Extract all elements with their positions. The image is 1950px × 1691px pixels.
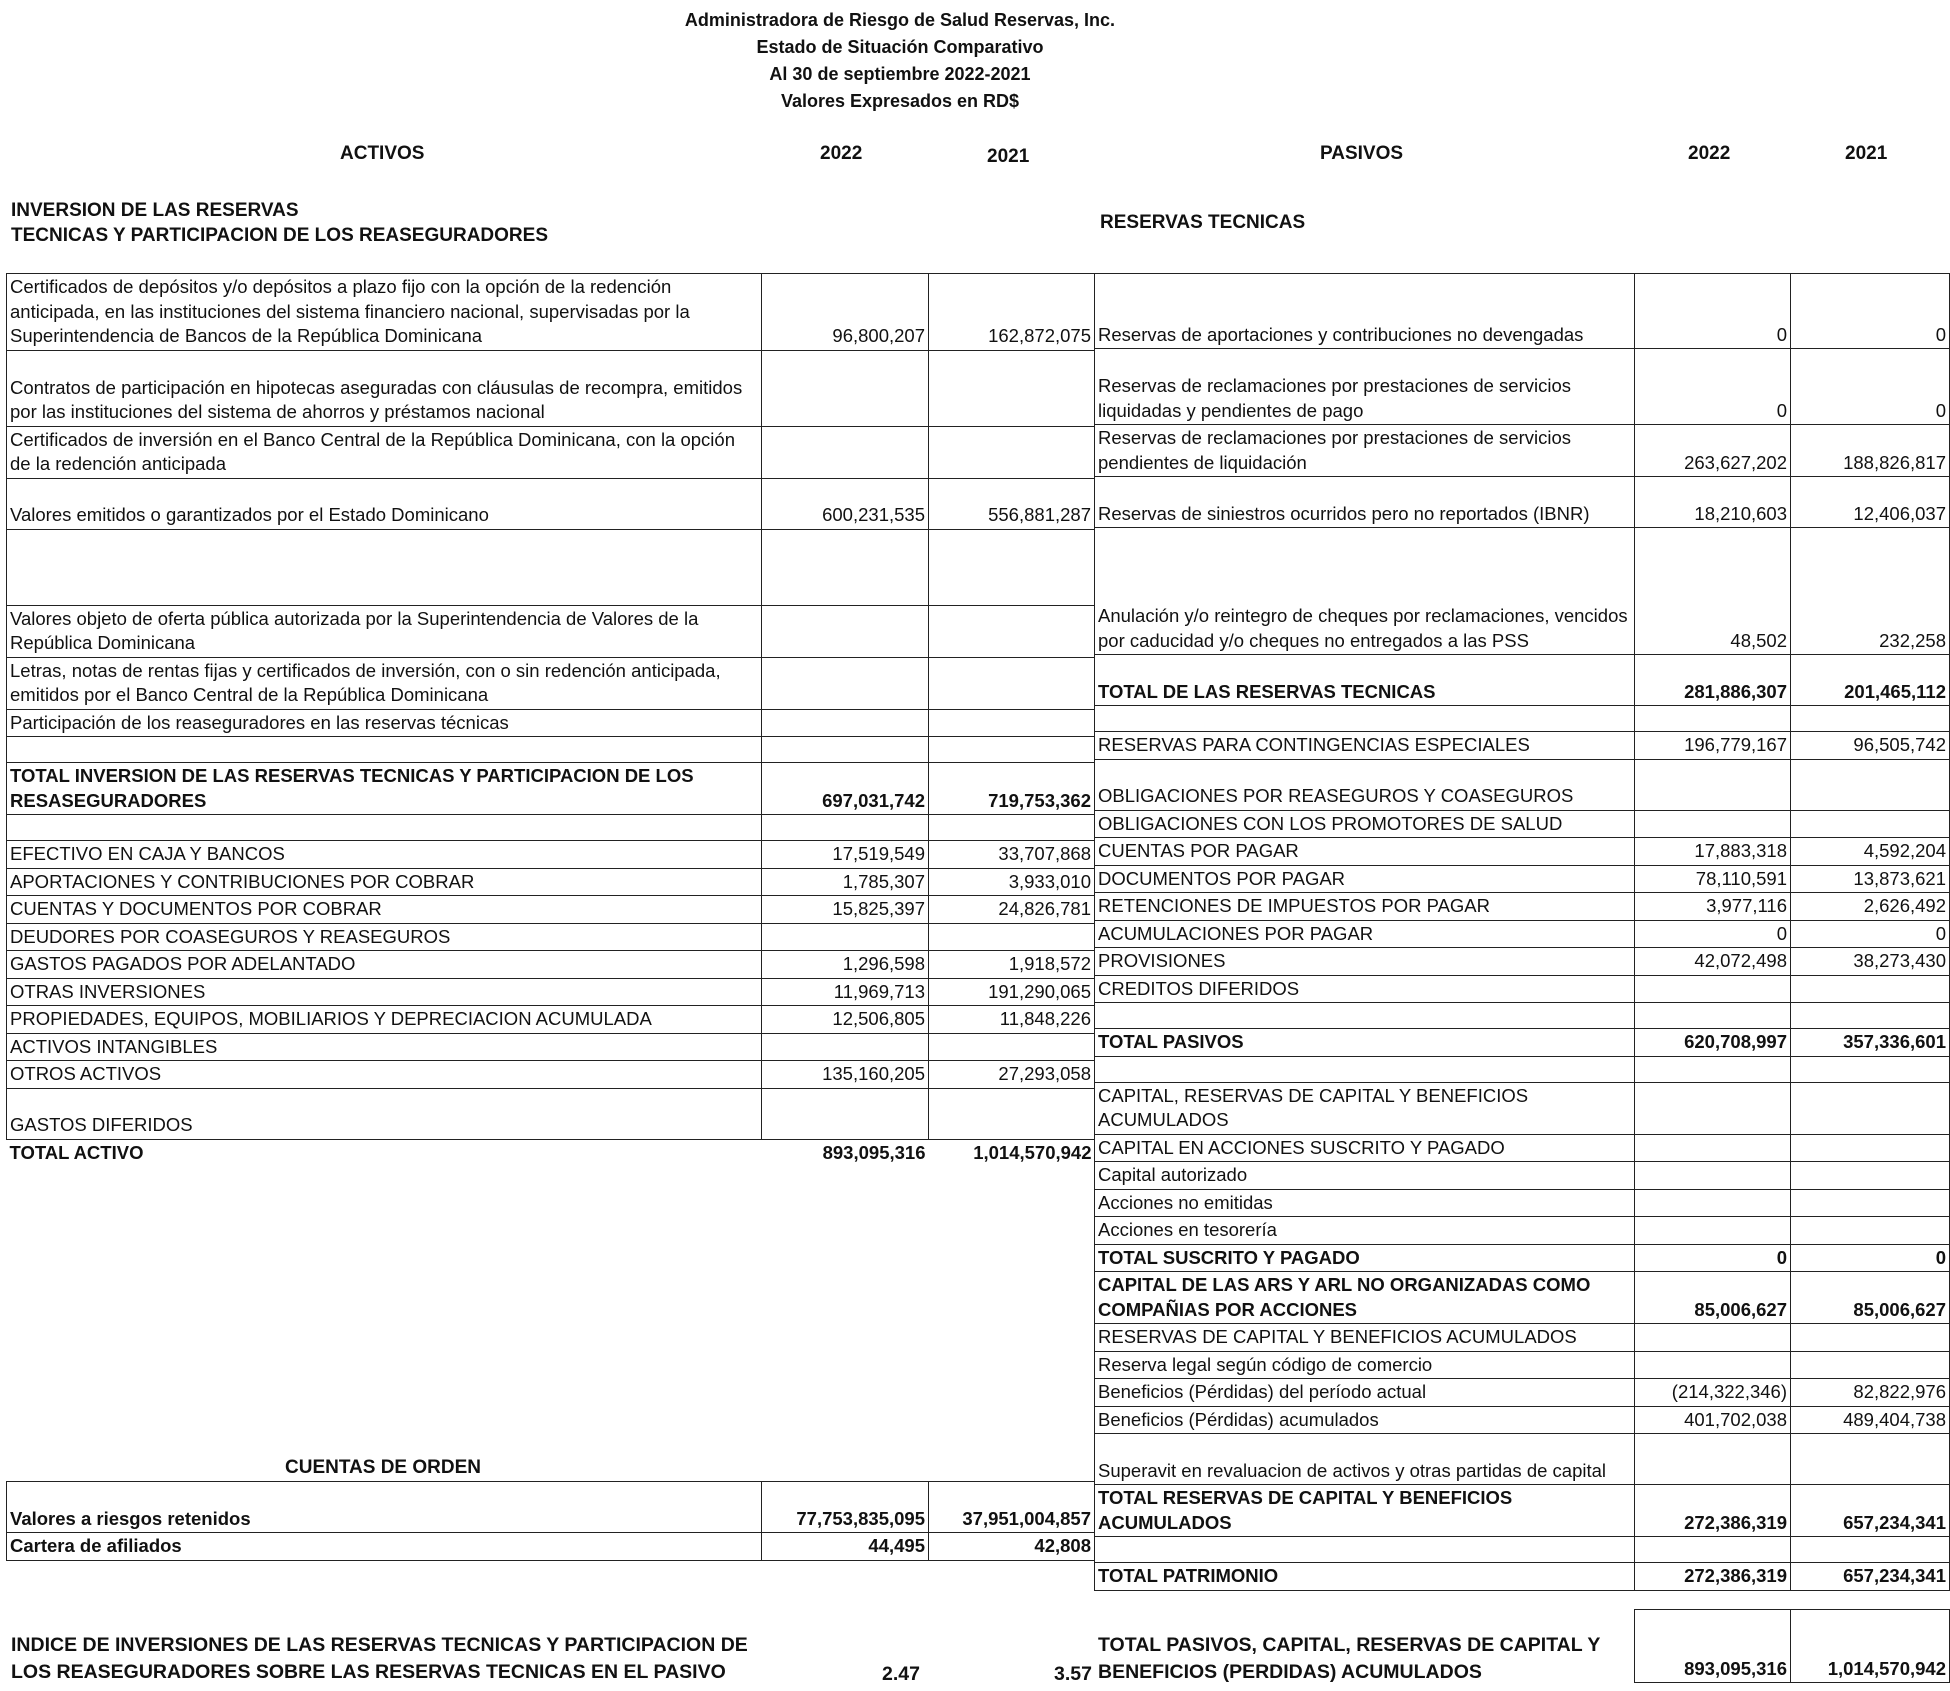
asset-row <box>7 478 1095 529</box>
asset-row <box>7 737 1095 763</box>
asset-label <box>7 529 762 605</box>
asset-value-2021: 11,848,226 <box>929 1006 1095 1034</box>
liability-label: CAPITAL DE LAS ARS Y ARL NO ORGANIZADAS COMO COMPAÑIAS POR ACCIONES <box>1095 1272 1635 1324</box>
liability-value-2021 <box>1791 759 1950 810</box>
liability-value-2021 <box>1791 1134 1950 1162</box>
assets-heading: ACTIVOS <box>340 143 425 164</box>
grand-total-row <box>1635 1610 1950 1683</box>
liability-value-2022: 272,386,319 <box>1635 1485 1791 1537</box>
asset-value-2022: 15,825,397 <box>762 896 929 924</box>
liability-label: TOTAL PASIVOS <box>1095 1029 1635 1057</box>
liability-row <box>1095 1189 1950 1217</box>
liability-value-2021: 82,822,976 <box>1791 1379 1950 1407</box>
liability-value-2022 <box>1635 759 1791 810</box>
asset-value-2022: 11,969,713 <box>762 978 929 1006</box>
liability-row <box>1095 975 1950 1003</box>
liability-label: Acciones no emitidas <box>1095 1189 1635 1217</box>
liability-value-2022: 0 <box>1635 920 1791 948</box>
asset-value-2021: 24,826,781 <box>929 896 1095 924</box>
asset-label: TOTAL ACTIVO <box>9 1141 144 1163</box>
asset-value-2021 <box>929 737 1095 763</box>
liability-value-2021: 201,465,112 <box>1791 655 1950 706</box>
liability-value-2022: 0 <box>1635 1244 1791 1272</box>
asset-value-2021 <box>929 426 1095 478</box>
memo-label: Cartera de afiliados <box>7 1533 762 1561</box>
liability-value-2021: 0 <box>1791 920 1950 948</box>
asset-row <box>7 709 1095 737</box>
asset-label: PROPIEDADES, EQUIPOS, MOBILIARIOS Y DEPRECIACION ACUMULADA <box>7 1006 762 1034</box>
liability-value-2021 <box>1791 975 1950 1003</box>
liability-label: Superavit en revaluacion de activos y otras partidas de capital <box>1095 1434 1635 1485</box>
liability-value-2022 <box>1635 1003 1791 1029</box>
liability-row <box>1095 1217 1950 1245</box>
liability-value-2022 <box>1635 1162 1791 1190</box>
liability-row <box>1095 732 1950 760</box>
memo-accounts-title: CUENTAS DE ORDEN <box>285 1457 481 1478</box>
liability-row <box>1095 948 1950 976</box>
liability-value-2021 <box>1791 1351 1950 1379</box>
asset-value-2021 <box>929 529 1095 605</box>
asset-value-2022 <box>762 923 929 951</box>
liability-value-2022 <box>1635 975 1791 1003</box>
liability-row <box>1095 1134 1950 1162</box>
liability-value-2021: 96,505,742 <box>1791 732 1950 760</box>
liability-label: Reservas de aportaciones y contribuciones no devengadas <box>1095 274 1635 349</box>
liability-value-2021 <box>1791 1082 1950 1134</box>
grand-total-label: TOTAL PASIVOS, CAPITAL, RESERVAS DE CAPITAL Y BENEFICIOS (PERDIDAS) ACUMULADOS <box>1098 1634 1601 1683</box>
company-name: Administradora de Riesgo de Salud Reservas, Inc. <box>684 10 1116 30</box>
asset-label: GASTOS DIFERIDOS <box>7 1088 762 1139</box>
asset-row <box>7 605 1095 657</box>
liability-label: RESERVAS DE CAPITAL Y BENEFICIOS ACUMULADOS <box>1095 1324 1635 1352</box>
asset-label: CUENTAS Y DOCUMENTOS POR COBRAR <box>7 896 762 924</box>
asset-value-2021 <box>929 815 1095 841</box>
liability-row <box>1095 1563 1950 1591</box>
asset-row <box>7 951 1095 979</box>
liability-row <box>1095 349 1950 425</box>
asset-value-2022: 17,519,549 <box>762 841 929 869</box>
asset-value-2021 <box>929 1088 1095 1139</box>
liability-label: DOCUMENTOS POR PAGAR <box>1095 865 1635 893</box>
asset-label <box>7 815 762 841</box>
asset-label: TOTAL INVERSION DE LAS RESERVAS TECNICAS Y PARTICIPACION DE LOS RESASEGURADORES <box>7 763 762 815</box>
liability-row <box>1095 1003 1950 1029</box>
liability-label: Acciones en tesorería <box>1095 1217 1635 1245</box>
memo-accounts-table <box>6 1481 1095 1561</box>
asset-label: Letras, notas de rentas fijas y certificados de inversión, con o sin redención anticipada, emitidos por el Banco Central de la República Dominicana <box>7 657 762 709</box>
asset-value-2022 <box>762 709 929 737</box>
liability-value-2021: 657,234,341 <box>1791 1563 1950 1591</box>
asset-label: EFECTIVO EN CAJA Y BANCOS <box>7 841 762 869</box>
asset-value-2022: 893,095,316 <box>822 1141 926 1163</box>
liability-value-2022: 3,977,116 <box>1635 893 1791 921</box>
asset-label: APORTACIONES Y CONTRIBUCIONES POR COBRAR <box>7 868 762 896</box>
liability-value-2022 <box>1635 1351 1791 1379</box>
liability-row <box>1095 1406 1950 1434</box>
memo-row <box>7 1533 1095 1561</box>
liability-value-2022 <box>1635 706 1791 732</box>
asset-row <box>7 815 1095 841</box>
liability-value-2022 <box>1635 1217 1791 1245</box>
liability-value-2021: 13,873,621 <box>1791 865 1950 893</box>
liability-row <box>1095 1485 1950 1537</box>
liability-label: CAPITAL, RESERVAS DE CAPITAL Y BENEFICIOS ACUMULADOS <box>1095 1082 1635 1134</box>
asset-value-2021: 191,290,065 <box>929 978 1095 1006</box>
liability-row <box>1095 865 1950 893</box>
liability-value-2021 <box>1791 1162 1950 1190</box>
liability-value-2022: 263,627,202 <box>1635 425 1791 477</box>
liability-label: CUENTAS POR PAGAR <box>1095 838 1635 866</box>
liability-label: Beneficios (Pérdidas) acumulados <box>1095 1406 1635 1434</box>
liability-value-2021 <box>1791 810 1950 838</box>
asset-label: Valores emitidos o garantizados por el Estado Dominicano <box>7 478 762 529</box>
liability-value-2021 <box>1791 1056 1950 1082</box>
asset-row <box>7 1088 1095 1139</box>
liability-row <box>1095 1272 1950 1324</box>
liabilities-section-title: RESERVAS TECNICAS <box>1100 212 1306 233</box>
liability-row <box>1095 1537 1950 1563</box>
asset-label: Certificados de depósitos y/o depósitos a plazo fijo con la opción de la redención anticipada, en las instituciones del sistema financiero nacional, supervisadas por la Superintendencia de Bancos de la República Dominicana <box>7 274 762 351</box>
memo-value-2022: 44,495 <box>762 1533 929 1561</box>
asset-row <box>7 763 1095 815</box>
liability-value-2022 <box>1635 810 1791 838</box>
assets-year-2022: 2022 <box>820 143 863 164</box>
asset-value-2022 <box>762 657 929 709</box>
liability-value-2021 <box>1791 1537 1950 1563</box>
asset-value-2021 <box>929 605 1095 657</box>
memo-value-2021: 42,808 <box>929 1533 1095 1561</box>
liability-value-2021 <box>1791 1003 1950 1029</box>
liability-value-2021: 12,406,037 <box>1791 477 1950 528</box>
assets-section-title-line2: TECNICAS Y PARTICIPACION DE LOS REASEGURADORES <box>11 225 548 246</box>
currency-note: Valores Expresados en RD$ <box>780 91 1020 111</box>
liability-label: TOTAL PATRIMONIO <box>1095 1563 1635 1591</box>
asset-value-2022: 697,031,742 <box>762 763 929 815</box>
liability-label: Beneficios (Pérdidas) del período actual <box>1095 1379 1635 1407</box>
asset-value-2022: 12,506,805 <box>762 1006 929 1034</box>
liability-row <box>1095 655 1950 706</box>
liability-row <box>1095 1029 1950 1057</box>
liability-label: Reservas de siniestros ocurridos pero no reportados (IBNR) <box>1095 477 1635 528</box>
investment-index-2022: 2.47 <box>882 1663 920 1685</box>
liability-value-2022 <box>1635 1134 1791 1162</box>
liability-value-2021: 85,006,627 <box>1791 1272 1950 1324</box>
asset-value-2021 <box>929 923 1095 951</box>
asset-value-2022 <box>762 350 929 426</box>
report-date: Al 30 de septiembre 2022-2021 <box>769 64 1031 84</box>
asset-value-2022: 1,785,307 <box>762 868 929 896</box>
liability-row <box>1095 838 1950 866</box>
asset-row <box>7 657 1095 709</box>
liability-row <box>1095 759 1950 810</box>
liability-row <box>1095 274 1950 349</box>
grand-total-2022: 893,095,316 <box>1635 1610 1791 1683</box>
liability-row <box>1095 1244 1950 1272</box>
liability-label: ACUMULACIONES POR PAGAR <box>1095 920 1635 948</box>
liability-row <box>1095 810 1950 838</box>
liabilities-heading: PASIVOS <box>1320 143 1404 164</box>
assets-table <box>6 273 1095 1166</box>
asset-label: Participación de los reaseguradores en las reservas técnicas <box>7 709 762 737</box>
asset-row <box>7 350 1095 426</box>
asset-value-2021: 719,753,362 <box>929 763 1095 815</box>
assets-year-2021: 2021 <box>987 146 1030 167</box>
liability-label: Reservas de reclamaciones por prestaciones de servicios liquidadas y pendientes de pago <box>1095 349 1635 425</box>
asset-value-2022: 1,296,598 <box>762 951 929 979</box>
liability-value-2021: 0 <box>1791 274 1950 349</box>
memo-row <box>7 1482 1095 1533</box>
liability-value-2021 <box>1791 1434 1950 1485</box>
liability-value-2022: 0 <box>1635 349 1791 425</box>
liability-value-2021 <box>1791 1189 1950 1217</box>
asset-row <box>7 841 1095 869</box>
asset-row <box>7 868 1095 896</box>
liability-value-2021: 2,626,492 <box>1791 893 1950 921</box>
liability-row <box>1095 1434 1950 1485</box>
liability-row <box>1095 1056 1950 1082</box>
liability-value-2022: 620,708,997 <box>1635 1029 1791 1057</box>
liability-row <box>1095 1324 1950 1352</box>
liability-row <box>1095 706 1950 732</box>
asset-value-2021: 27,293,058 <box>929 1061 1095 1089</box>
grand-total-2021: 1,014,570,942 <box>1791 1610 1950 1683</box>
memo-value-2022: 77,753,835,095 <box>762 1482 929 1533</box>
liability-label <box>1095 1056 1635 1082</box>
asset-value-2022 <box>762 426 929 478</box>
liability-label <box>1095 1003 1635 1029</box>
asset-value-2022 <box>762 1033 929 1061</box>
liability-value-2021: 188,826,817 <box>1791 425 1950 477</box>
liability-value-2021: 4,592,204 <box>1791 838 1950 866</box>
liability-value-2021 <box>1791 1217 1950 1245</box>
asset-label <box>7 737 762 763</box>
liability-value-2022: 281,886,307 <box>1635 655 1791 706</box>
liability-row <box>1095 477 1950 528</box>
asset-value-2021: 33,707,868 <box>929 841 1095 869</box>
liability-value-2022 <box>1635 1189 1791 1217</box>
asset-value-2021: 1,918,572 <box>929 951 1095 979</box>
liability-label: TOTAL RESERVAS DE CAPITAL Y BENEFICIOS ACUMULADOS <box>1095 1485 1635 1537</box>
asset-value-2022: 96,800,207 <box>762 274 929 351</box>
liability-label <box>1095 1537 1635 1563</box>
asset-row <box>7 896 1095 924</box>
asset-label: DEUDORES POR COASEGUROS Y REASEGUROS <box>7 923 762 951</box>
asset-value-2022: 135,160,205 <box>762 1061 929 1089</box>
liability-value-2021: 0 <box>1791 1244 1950 1272</box>
liability-label: RETENCIONES DE IMPUESTOS POR PAGAR <box>1095 893 1635 921</box>
liability-label: TOTAL DE LAS RESERVAS TECNICAS <box>1095 655 1635 706</box>
liability-label: RESERVAS PARA CONTINGENCIAS ESPECIALES <box>1095 732 1635 760</box>
liability-row <box>1095 893 1950 921</box>
liability-label: CREDITOS DIFERIDOS <box>1095 975 1635 1003</box>
liability-value-2021: 357,336,601 <box>1791 1029 1950 1057</box>
asset-value-2022 <box>762 605 929 657</box>
asset-value-2021 <box>929 350 1095 426</box>
liability-label: Capital autorizado <box>1095 1162 1635 1190</box>
asset-value-2022: 600,231,535 <box>762 478 929 529</box>
liability-value-2022: 48,502 <box>1635 528 1791 655</box>
liability-value-2022: 85,006,627 <box>1635 1272 1791 1324</box>
asset-label: Valores objeto de oferta pública autorizada por la Superintendencia de Valores de la República Dominicana <box>7 605 762 657</box>
liabilities-year-2022: 2022 <box>1688 143 1731 164</box>
liability-value-2022 <box>1635 1082 1791 1134</box>
liability-label: Reservas de reclamaciones por prestaciones de servicios pendientes de liquidación <box>1095 425 1635 477</box>
memo-label: Valores a riesgos retenidos <box>7 1482 762 1533</box>
assets-section-title-line1: INVERSION DE LAS RESERVAS <box>11 200 299 221</box>
liability-value-2021: 489,404,738 <box>1791 1406 1950 1434</box>
liability-label: OBLIGACIONES POR REASEGUROS Y COASEGUROS <box>1095 759 1635 810</box>
liability-value-2022: 78,110,591 <box>1635 865 1791 893</box>
asset-row <box>7 1006 1095 1034</box>
asset-row <box>7 529 1095 605</box>
liability-value-2022: 272,386,319 <box>1635 1563 1791 1591</box>
asset-label: OTRAS INVERSIONES <box>7 978 762 1006</box>
liability-value-2022: (214,322,346) <box>1635 1379 1791 1407</box>
asset-label: Certificados de inversión en el Banco Central de la República Dominicana, con la opción de la redención anticipada <box>7 426 762 478</box>
liabilities-year-2021: 2021 <box>1845 143 1888 164</box>
liability-value-2021 <box>1791 1324 1950 1352</box>
liability-row <box>1095 1082 1950 1134</box>
liability-value-2022 <box>1635 1056 1791 1082</box>
liability-row <box>1095 528 1950 655</box>
liability-label: OBLIGACIONES CON LOS PROMOTORES DE SALUD <box>1095 810 1635 838</box>
asset-value-2022 <box>762 529 929 605</box>
liability-label: CAPITAL EN ACCIONES SUSCRITO Y PAGADO <box>1095 1134 1635 1162</box>
asset-value-2022 <box>762 737 929 763</box>
grand-total-table <box>1634 1609 1950 1683</box>
liability-value-2021 <box>1791 706 1950 732</box>
memo-value-2021: 37,951,004,857 <box>929 1482 1095 1533</box>
report-title: Estado de Situación Comparativo <box>756 37 1044 57</box>
liability-label: TOTAL SUSCRITO Y PAGADO <box>1095 1244 1635 1272</box>
asset-label: Contratos de participación en hipotecas aseguradas con cláusulas de recompra, emitidos por las instituciones del sistema de ahorros y préstamos nacional <box>7 350 762 426</box>
liability-row <box>1095 1162 1950 1190</box>
asset-row <box>7 274 1095 351</box>
liability-value-2022: 42,072,498 <box>1635 948 1791 976</box>
asset-value-2021 <box>929 709 1095 737</box>
asset-value-2021: 3,933,010 <box>929 868 1095 896</box>
liability-value-2021: 232,258 <box>1791 528 1950 655</box>
liability-value-2022 <box>1635 1324 1791 1352</box>
investment-index-label: INDICE DE INVERSIONES DE LAS RESERVAS TECNICAS Y PARTICIPACION DE LOS REASEGURADORES SOBRE LAS RESERVAS TECNICAS EN EL PASIVO <box>11 1634 748 1683</box>
liability-row <box>1095 425 1950 477</box>
liability-row <box>1095 1351 1950 1379</box>
liability-value-2021: 38,273,430 <box>1791 948 1950 976</box>
liability-value-2022 <box>1635 1537 1791 1563</box>
liability-value-2022 <box>1635 1434 1791 1485</box>
liability-value-2022: 17,883,318 <box>1635 838 1791 866</box>
asset-row <box>7 426 1095 478</box>
liability-value-2022: 196,779,167 <box>1635 732 1791 760</box>
asset-value-2021: 1,014,570,942 <box>973 1141 1092 1163</box>
asset-value-2021: 162,872,075 <box>929 274 1095 351</box>
asset-value-2021 <box>929 657 1095 709</box>
asset-value-2021 <box>929 1033 1095 1061</box>
liability-row <box>1095 1379 1950 1407</box>
liability-value-2021: 657,234,341 <box>1791 1485 1950 1537</box>
asset-row <box>7 1139 1095 1166</box>
liability-label: Reserva legal según código de comercio <box>1095 1351 1635 1379</box>
investment-index-2021: 3.57 <box>1054 1663 1092 1685</box>
liability-label: Anulación y/o reintegro de cheques por reclamaciones, vencidos por caducidad y/o cheques no entregados a las PSS <box>1095 528 1635 655</box>
asset-row <box>7 923 1095 951</box>
liability-label <box>1095 706 1635 732</box>
asset-label: GASTOS PAGADOS POR ADELANTADO <box>7 951 762 979</box>
assets-section-title <box>11 198 548 248</box>
liability-value-2022: 401,702,038 <box>1635 1406 1791 1434</box>
liability-value-2022: 18,210,603 <box>1635 477 1791 528</box>
asset-value-2021: 556,881,287 <box>929 478 1095 529</box>
liability-value-2021: 0 <box>1791 349 1950 425</box>
asset-row <box>7 1033 1095 1061</box>
asset-value-2022 <box>762 815 929 841</box>
asset-label: OTROS ACTIVOS <box>7 1061 762 1089</box>
asset-row <box>7 1061 1095 1089</box>
liability-value-2022: 0 <box>1635 274 1791 349</box>
asset-value-2022 <box>762 1088 929 1139</box>
asset-row <box>7 978 1095 1006</box>
liability-label: PROVISIONES <box>1095 948 1635 976</box>
asset-label: ACTIVOS INTANGIBLES <box>7 1033 762 1061</box>
liabilities-table <box>1094 273 1950 1591</box>
liability-row <box>1095 920 1950 948</box>
